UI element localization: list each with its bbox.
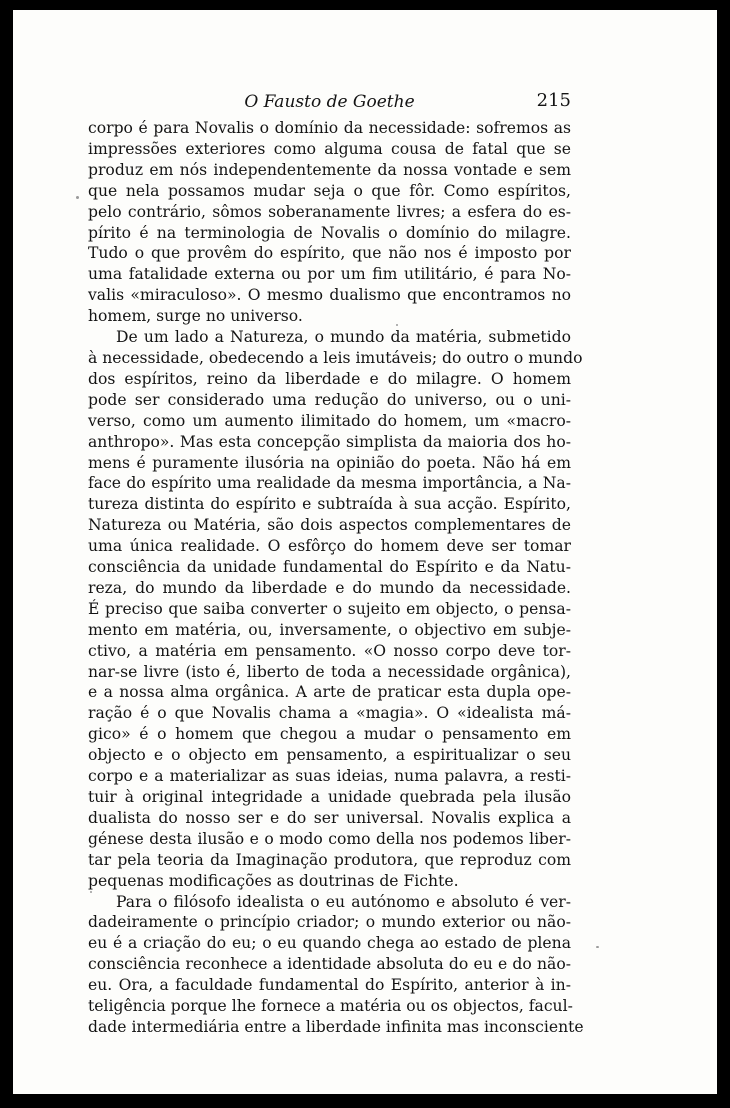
text-line: corpo e a materializar as suas ideias, numa palavra, a resti-	[88, 767, 571, 786]
text-line: anthropo». Mas esta concepção simplista da maioria dos ho-	[88, 432, 571, 451]
paper-speck	[76, 196, 79, 199]
text-line: ração é o que Novalis chama a «magia». O «idealista má-	[88, 704, 571, 723]
text-line: homem, surge no universo.	[88, 307, 303, 326]
text-line: dade intermediária entre a liberdade infinita mas inconsciente	[88, 1017, 584, 1036]
text-line: eu é a criação do eu; o eu quando chega ao estado de plena	[88, 934, 571, 953]
paper-speck	[596, 946, 599, 948]
text-line: tar pela teoria da Imaginação produtora, que reproduz com	[88, 850, 571, 869]
text-line: génese desta ilusão e o modo como della nos podemos liber-	[88, 829, 571, 848]
text-line: tureza distinta do espírito e subtraída à sua acção. Espírito,	[88, 495, 571, 514]
text-line: à necessidade, obedecendo a leis imutáveis; do outro o mundo	[88, 348, 583, 367]
text-line: objecto e o objecto em pensamento, a espiritualizar o seu	[88, 746, 571, 765]
text-line: valis «miraculoso». O mesmo dualismo que encontramos no	[88, 286, 571, 305]
running-title: O Fausto de Goethe	[244, 92, 415, 112]
text-line: pelo contrário, sômos soberanamente livres; a esfera do es-	[88, 202, 571, 221]
text-line: dualista do nosso ser e do ser universal. Novalis explica a	[88, 808, 571, 827]
text-line: uma única realidade. O esfôrço do homem deve ser tomar	[88, 537, 571, 556]
text-line: corpo é para Novalis o domínio da necessidade: sofremos as	[88, 119, 571, 137]
book-page	[88, 88, 584, 1038]
page-number: 215	[536, 90, 571, 111]
text-line: mento em matéria, ou, inversamente, o objectivo em subje-	[88, 620, 571, 639]
text-line: nar-se livre (isto é, liberto de toda a necessidade orgânica),	[88, 662, 571, 681]
text-line: reza, do mundo da liberdade e do mundo da necessidade.	[88, 578, 571, 597]
text-line: que nela possamos mudar seja o que fôr. Como espíritos,	[88, 181, 571, 200]
text-line: pequenas modificações as doutrinas de Fichte.	[88, 871, 459, 890]
text-line: consciência da unidade fundamental do Espírito e da Natu-	[88, 558, 571, 577]
text-line: verso, como um aumento ilimitado do homem, um «macro-	[88, 411, 571, 430]
text-line: ctivo, a matéria em pensamento. «O nosso corpo deve tor-	[88, 641, 571, 660]
paragraph	[88, 327, 583, 891]
text-line: dos espíritos, reino da liberdade e do milagre. O homem	[88, 369, 571, 388]
page-header	[88, 88, 571, 118]
text-line: De um lado a Natureza, o mundo da matéria, submetido	[116, 328, 571, 347]
text-line: Natureza ou Matéria, são dois aspectos complementares de	[88, 516, 571, 535]
text-line: uma fatalidade externa ou por um fim utilitário, é para No-	[88, 265, 571, 284]
text-line: tuir à original integridade a unidade quebrada pela ilusão	[88, 788, 571, 806]
body-text	[88, 118, 584, 1038]
text-line: É preciso que saiba converter o sujeito em objecto, o pensa-	[88, 599, 571, 618]
text-line: pode ser considerado uma redução do universo, ou o uni-	[88, 390, 571, 409]
text-line: Para o filósofo idealista o eu autónomo e absoluto é ver-	[116, 892, 571, 911]
text-line: dadeiramente o princípio criador; o mundo exterior ou não-	[88, 913, 571, 932]
text-line: teligência porque lhe fornece a matéria ou os objectos, facul-	[88, 997, 573, 1016]
text-line: Tudo o que provêm do espírito, que não nos é imposto por	[88, 244, 571, 263]
text-line: mens é puramente ilusória na opinião do poeta. Não há em	[88, 453, 571, 472]
text-line: gico» é o homem que chegou a mudar o pensamento em	[88, 725, 571, 744]
text-line: consciência reconhece a identidade absoluta do eu e do não-	[88, 955, 571, 974]
text-line: pírito é na terminologia de Novalis o domínio do milagre.	[88, 223, 571, 242]
text-line: face do espírito uma realidade da mesma importância, a Na-	[88, 474, 571, 493]
text-line: eu. Ora, a faculdade fundamental do Espírito, anterior à in-	[88, 976, 571, 995]
text-line: e a nossa alma orgânica. A arte de praticar esta dupla ope-	[88, 683, 571, 702]
paragraph	[88, 892, 584, 1038]
paragraph	[88, 118, 571, 327]
text-line: impressões exteriores como alguma cousa de fatal que se	[88, 139, 571, 158]
text-line: produz em nós independentemente da nossa vontade e sem	[88, 160, 571, 179]
